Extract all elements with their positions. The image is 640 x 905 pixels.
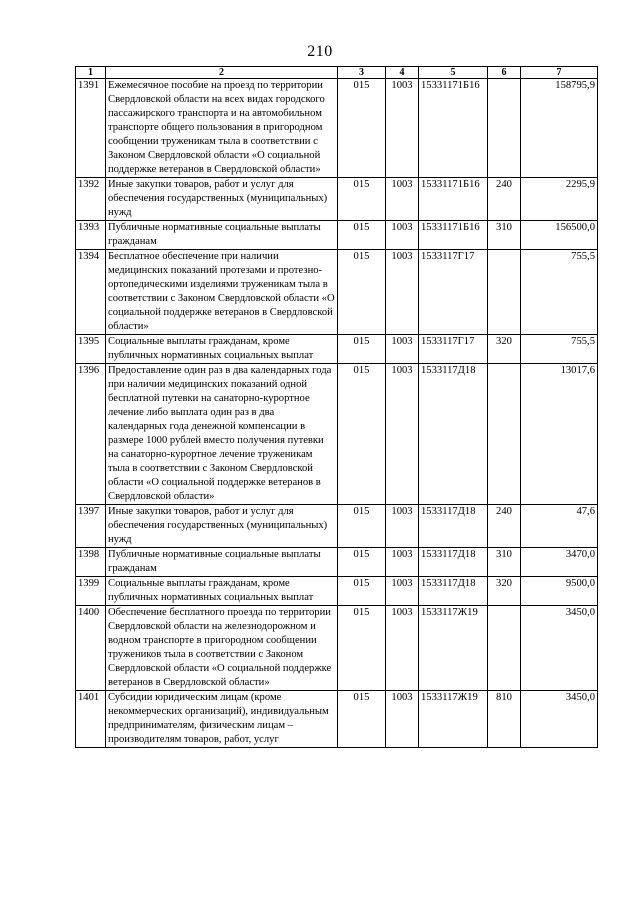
amount: 47,6 — [521, 505, 598, 548]
row-name: Социальные выплаты гражданам, кроме публичных нормативных социальных выплат — [106, 577, 338, 606]
row-number: 1399 — [76, 577, 106, 606]
section-code: 1003 — [386, 79, 419, 178]
row-name: Бесплатное обеспечение при наличии медицинских показаний протезами и протезно-ортопедическими изделиями труженикам тыла в соответствии с Законом Свердловской области «О социальной поддержке ветеранов в Свердловской области» — [106, 250, 338, 335]
admin-code: 015 — [338, 577, 386, 606]
admin-code: 015 — [338, 364, 386, 505]
table-row — [76, 250, 598, 335]
expense-type: 320 — [488, 335, 521, 364]
target-article: 1533117Г17 — [419, 250, 488, 335]
row-name: Ежемесячное пособие на проезд по территории Свердловской области на всех видах городского пассажирского транспорта и на автомобильном транспорте общего пользования в пригородном сообщении труженикам тыла в соответствии с Законом Свердловской области «О социальной поддержке ветеранов в Свердловской области» — [106, 79, 338, 178]
amount: 3450,0 — [521, 606, 598, 691]
column-header-2: 2 — [106, 67, 338, 79]
admin-code: 015 — [338, 250, 386, 335]
table-row — [76, 364, 598, 505]
admin-code: 015 — [338, 548, 386, 577]
table-row — [76, 221, 598, 250]
row-number: 1395 — [76, 335, 106, 364]
admin-code: 015 — [338, 335, 386, 364]
expense-type — [488, 364, 521, 505]
column-header-7: 7 — [521, 67, 598, 79]
row-number: 1397 — [76, 505, 106, 548]
amount: 2295,9 — [521, 178, 598, 221]
table-row — [76, 178, 598, 221]
row-name: Социальные выплаты гражданам, кроме публичных нормативных социальных выплат — [106, 335, 338, 364]
target-article: 1533117Ж19 — [419, 606, 488, 691]
row-number: 1391 — [76, 79, 106, 178]
section-code: 1003 — [386, 364, 419, 505]
target-article: 1533117Г17 — [419, 335, 488, 364]
column-header-3: 3 — [338, 67, 386, 79]
section-code: 1003 — [386, 548, 419, 577]
table-row — [76, 548, 598, 577]
column-header-4: 4 — [386, 67, 419, 79]
admin-code: 015 — [338, 606, 386, 691]
amount: 755,5 — [521, 335, 598, 364]
target-article: 1533117Ж19 — [419, 691, 488, 748]
table-row — [76, 606, 598, 691]
target-article: 15331171Б16 — [419, 178, 488, 221]
section-code: 1003 — [386, 221, 419, 250]
expense-type: 240 — [488, 178, 521, 221]
section-code: 1003 — [386, 691, 419, 748]
row-number: 1398 — [76, 548, 106, 577]
admin-code: 015 — [338, 691, 386, 748]
amount: 13017,6 — [521, 364, 598, 505]
row-name: Иные закупки товаров, работ и услуг для обеспечения государственных (муниципальных) нужд — [106, 178, 338, 221]
row-name: Субсидии юридическим лицам (кроме некоммерческих организаций), индивидуальным предпринимателям, физическим лицам – производителям товаров, работ, услуг — [106, 691, 338, 748]
admin-code: 015 — [338, 221, 386, 250]
row-name: Предоставление один раз в два календарных года при наличии медицинских показаний одной бесплатной путевки на санаторно-курортное лечение либо выплата один раз в два календарных года денежной компенсации в размере 1000 рублей вместо получения путевки на санаторно-курортное лечение труженикам тыла в соответствии с Законом Свердловской области «О социальной поддержке ветеранов в Свердловской области» — [106, 364, 338, 505]
section-code: 1003 — [386, 606, 419, 691]
admin-code: 015 — [338, 79, 386, 178]
section-code: 1003 — [386, 178, 419, 221]
target-article: 1533117Д18 — [419, 577, 488, 606]
section-code: 1003 — [386, 505, 419, 548]
row-number: 1400 — [76, 606, 106, 691]
row-name: Публичные нормативные социальные выплаты гражданам — [106, 221, 338, 250]
row-number: 1401 — [76, 691, 106, 748]
section-code: 1003 — [386, 250, 419, 335]
row-number: 1396 — [76, 364, 106, 505]
expense-type: 310 — [488, 548, 521, 577]
row-name: Публичные нормативные социальные выплаты гражданам — [106, 548, 338, 577]
row-number: 1392 — [76, 178, 106, 221]
section-code: 1003 — [386, 335, 419, 364]
expense-type: 240 — [488, 505, 521, 548]
target-article: 1533117Д18 — [419, 548, 488, 577]
row-name: Обеспечение бесплатного проезда по территории Свердловской области на железнодорожном и водном транспорте в пригородном сообщении тружеников тыла в соответствии с Законом Свердловской области «О социальной поддержке ветеранов в Свердловской области» — [106, 606, 338, 691]
table-row — [76, 577, 598, 606]
expense-type — [488, 250, 521, 335]
budget-table — [75, 66, 598, 748]
amount: 755,5 — [521, 250, 598, 335]
admin-code: 015 — [338, 505, 386, 548]
expense-type: 810 — [488, 691, 521, 748]
row-number: 1394 — [76, 250, 106, 335]
column-header-1: 1 — [76, 67, 106, 79]
amount: 3470,0 — [521, 548, 598, 577]
amount: 156500,0 — [521, 221, 598, 250]
target-article: 15331171Б16 — [419, 79, 488, 178]
column-header-5: 5 — [419, 67, 488, 79]
page-number: 210 — [307, 43, 333, 60]
header-row — [76, 67, 598, 79]
column-header-6: 6 — [488, 67, 521, 79]
admin-code: 015 — [338, 178, 386, 221]
expense-type — [488, 606, 521, 691]
table-row — [76, 335, 598, 364]
expense-type: 320 — [488, 577, 521, 606]
table-row — [76, 79, 598, 178]
expense-type: 310 — [488, 221, 521, 250]
section-code: 1003 — [386, 577, 419, 606]
expense-type — [488, 79, 521, 178]
row-number: 1393 — [76, 221, 106, 250]
target-article: 15331171Б16 — [419, 221, 488, 250]
amount: 158795,9 — [521, 79, 598, 178]
target-article: 1533117Д18 — [419, 505, 488, 548]
amount: 9500,0 — [521, 577, 598, 606]
amount: 3450,0 — [521, 691, 598, 748]
table-row — [76, 691, 598, 748]
target-article: 1533117Д18 — [419, 364, 488, 505]
table-row — [76, 505, 598, 548]
row-name: Иные закупки товаров, работ и услуг для обеспечения государственных (муниципальных) нужд — [106, 505, 338, 548]
